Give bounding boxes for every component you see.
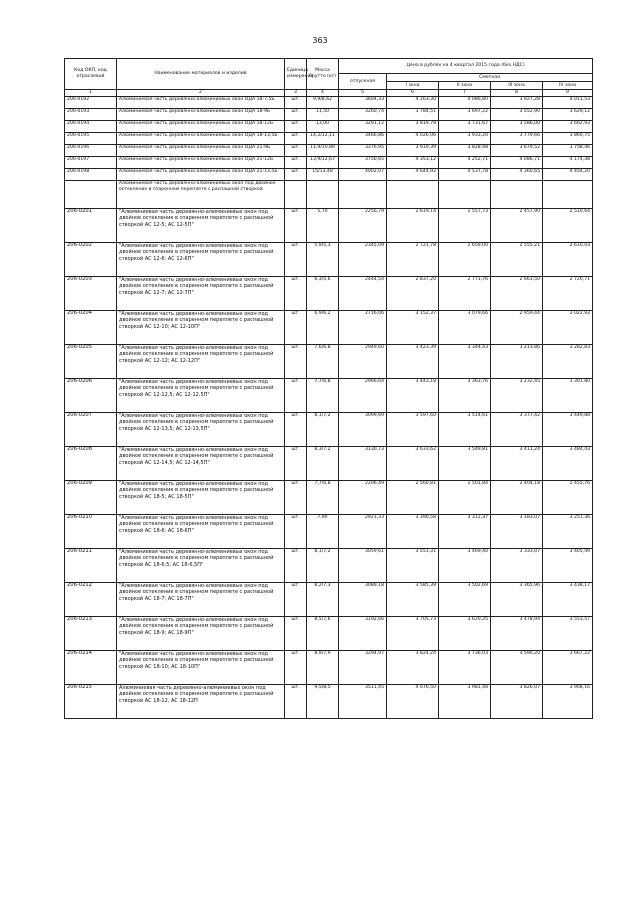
row-mass: 11,50: [307, 109, 339, 121]
row-price-zone-3: 3 779,66: [491, 133, 543, 145]
row-price-zone-3: 3 586,00: [491, 121, 543, 133]
row-code: 206-0202: [65, 243, 117, 277]
column-number: 3: [285, 90, 307, 97]
column-number: 6: [387, 90, 439, 97]
column-numbers-row: [65, 90, 593, 97]
row-price-zone-4: 3 629,12: [543, 109, 593, 121]
table-row: [65, 515, 593, 549]
row-price-zone-3: 3 478,94: [491, 617, 543, 651]
row-name: Алюминиевая часть деревянно-алюминиевых окон под двойное остекление в спаренном переплете с распашной створкой АС 18-12, АС 18-12П: [117, 685, 285, 719]
row-price-zone-4: 3 553,57: [543, 617, 593, 651]
table-row: [65, 617, 593, 651]
table-row: [65, 481, 593, 515]
page-number: 363: [312, 36, 328, 45]
row-release-price: 3294,97: [339, 651, 387, 685]
row-mass: 6,9/6,2: [307, 311, 339, 345]
row-price-zone-1: 3 597,60: [387, 413, 439, 447]
row-price-zone-2: 3 079,66: [439, 311, 491, 345]
row-price-zone-4: 4 454,20: [543, 169, 593, 181]
row-price-zone-2: 3 312,37: [439, 515, 491, 549]
row-price-zone-3: 3 679,52: [491, 145, 543, 157]
row-release-price: 3466,86: [339, 133, 387, 145]
row-price-zone-2: 3 363,76: [439, 379, 491, 413]
group-empty-cell: [439, 181, 491, 209]
row-release-price: 2966,64: [339, 379, 387, 413]
row-mass: 13,9/12,67: [307, 157, 339, 169]
row-mass: 11,9/10,89: [307, 145, 339, 157]
row-price-zone-1: 3 443,18: [387, 379, 439, 413]
row-price-zone-3: 3 365,96: [491, 583, 543, 617]
table-row: [65, 685, 593, 719]
row-release-price: 3192,66: [339, 617, 387, 651]
row-price-zone-1: 3 824,24: [387, 651, 439, 685]
row-price-zone-3: 2 404,18: [491, 481, 543, 515]
row-name: "Алюминиевая часть деревянно-алюминиевых окон под двойное остекление в спаренном переплете с распашной створкой АС 12-12; АС 12-12П": [117, 345, 285, 379]
row-name: "Алюминиевая часть деревянно-алюминиевых окон под двойное остекление в спаренном переплете с распашной створкой АС 18-10; АС 18-10П": [117, 651, 285, 685]
row-unit: шт.: [285, 277, 307, 311]
row-release-price: 2444,54: [339, 277, 387, 311]
column-number: 2: [117, 90, 285, 97]
row-price-zone-3: 3 183,07: [491, 515, 543, 549]
row-release-price: 3059,61: [339, 549, 387, 583]
column-number: 4: [307, 90, 339, 97]
row-price-zone-3: 3 411,24: [491, 447, 543, 481]
row-price-zone-2: 3 502,69: [439, 583, 491, 617]
row-mass: 8,3/7,2: [307, 447, 339, 481]
row-price-zone-4: 2 510,64: [543, 209, 593, 243]
row-code: 206-0214: [65, 651, 117, 685]
row-price-zone-4: 3 662,93: [543, 121, 593, 133]
row-price-zone-2: 3 469,40: [439, 549, 491, 583]
group-empty-cell: [543, 181, 593, 209]
row-price-zone-4: 3 301,80: [543, 379, 593, 413]
row-unit: шт.: [285, 583, 307, 617]
row-code: 206-0209: [65, 481, 117, 515]
row-code: 206-0206: [65, 379, 117, 413]
row-price-zone-4: 3 908,16: [543, 685, 593, 719]
row-unit: шт.: [285, 685, 307, 719]
row-name: "Алюминиевая часть деревянно-алюминиевых окон под двойное остекление в спаренном переплете с распашной створкой АС 12-5; АС 12-5П": [117, 209, 285, 243]
row-unit: шт.: [285, 617, 307, 651]
row-price-zone-4: 3 405,49: [543, 549, 593, 583]
row-unit: шт.: [285, 515, 307, 549]
row-unit: шт.: [285, 379, 307, 413]
header-unit: Единица измерения: [285, 59, 307, 90]
group-row: [65, 181, 593, 209]
header-name: Наименование материалов и изделий: [117, 59, 285, 90]
row-price-zone-1: 2 619,14: [387, 209, 439, 243]
price-table: [64, 58, 593, 719]
row-mass: 9,9/8,62: [307, 97, 339, 109]
row-price-zone-2: 4 086,80: [439, 97, 491, 109]
row-name: "Алюминиевая часть деревянно-алюминиевых окон под двойное остекление в спаренном переплете с распашной створкой АС 18-5; АС 18-5П": [117, 481, 285, 515]
row-name: "Алюминиевая часть деревянно-алюминиевых окон под двойное остекление в спаренном переплете с распашной створкой АС 12-6; АС 12-6П": [117, 243, 285, 277]
row-release-price: 3376,95: [339, 145, 387, 157]
row-price-zone-4: 4 011,53: [543, 97, 593, 109]
row-price-zone-2: 3 731,67: [439, 121, 491, 133]
row-release-price: 2206,49: [339, 481, 387, 515]
row-price-zone-4: 3 484,43: [543, 447, 593, 481]
row-mass: 7,90: [307, 515, 339, 549]
row-price-zone-1: 3 784,51: [387, 109, 439, 121]
row-price-zone-4: 3 251,36: [543, 515, 593, 549]
row-release-price: 3604,33: [339, 97, 387, 109]
header-estimate-price: Сметная: [387, 74, 593, 82]
group-empty-cell: [285, 181, 307, 209]
row-code: 206-0212: [65, 583, 117, 617]
row-code: 206-0208: [65, 447, 117, 481]
header-release-price: отпускная: [339, 74, 387, 90]
row-price-zone-3: 2 663,50: [491, 277, 543, 311]
row-price-zone-4: 3 758,46: [543, 145, 593, 157]
row-price-zone-1: 3 919,39: [387, 145, 439, 157]
row-unit: шт.: [285, 413, 307, 447]
row-price-zone-2: 3 620,25: [439, 617, 491, 651]
row-mass: 15/13,48: [307, 169, 339, 181]
row-price-zone-2: 3 736,03: [439, 651, 491, 685]
row-name: Алюминиевая часть деревянно-алюминиевых окон ОДА 21-12Б: [117, 157, 285, 169]
table-row: [65, 97, 593, 109]
column-number: 8: [491, 90, 543, 97]
row-unit: шт.: [285, 209, 307, 243]
row-code: 206-0205: [65, 345, 117, 379]
table-row: [65, 157, 593, 169]
table-body: [65, 97, 593, 719]
row-price-zone-3: 3 213,86: [491, 345, 543, 379]
row-name: Алюминиевая часть деревянно-алюминиевых окон ОДА 21-9Б: [117, 145, 285, 157]
row-release-price: 2949,60: [339, 345, 387, 379]
row-unit: шт.: [285, 121, 307, 133]
row-price-zone-1: 3 551,31: [387, 549, 439, 583]
group-empty-cell: [307, 181, 339, 209]
table-row: [65, 345, 593, 379]
header-zone-4: IV зона: [543, 82, 593, 90]
row-unit: шт.: [285, 145, 307, 157]
row-price-zone-3: 3 333,07: [491, 549, 543, 583]
row-mass: 7,7/6,8: [307, 379, 339, 413]
group-empty-cell: [387, 181, 439, 209]
column-number: 5: [339, 90, 387, 97]
row-price-zone-3: 3 377,42: [491, 413, 543, 447]
row-unit: шт.: [285, 481, 307, 515]
group-empty-cell: [491, 181, 543, 209]
column-number: 1: [65, 90, 117, 97]
row-mass: 8,9/7,9: [307, 651, 339, 685]
row-price-zone-4: 3 449,88: [543, 413, 593, 447]
row-release-price: 3089,18: [339, 583, 387, 617]
row-name: "Алюминиевая часть деревянно-алюминиевых окон под двойное остекление в спаренном переплете с распашной створкой АС 18-9; АС 18-9П": [117, 617, 285, 651]
row-mass: 8,5/7,6: [307, 617, 339, 651]
row-code: 206-0193: [65, 109, 117, 121]
row-mass: 8,1/7,2: [307, 549, 339, 583]
table-row: [65, 145, 593, 157]
row-name: Алюминиевая часть деревянно-алюминиевых окон ОДА 18-9Б: [117, 109, 285, 121]
row-release-price: 3511,45: [339, 685, 387, 719]
row-unit: шт.: [285, 651, 307, 685]
row-price-zone-2: 3 344,43: [439, 345, 491, 379]
row-mass: 7,7/6,8: [307, 481, 339, 515]
row-code: 206-0203: [65, 277, 117, 311]
row-unit: шт.: [285, 169, 307, 181]
table-row: [65, 379, 593, 413]
row-code: 206-0201: [65, 209, 117, 243]
row-price-zone-3: 3 826,07: [491, 685, 543, 719]
group-code-empty: [65, 181, 117, 209]
row-release-price: 3099,69: [339, 413, 387, 447]
header-code: Код ОКП, код отраслевой: [65, 59, 117, 90]
column-number: 9: [543, 90, 593, 97]
column-number: 7: [439, 90, 491, 97]
row-mass: 6,3/5,6: [307, 277, 339, 311]
row-name: "Алюминиевая часть деревянно-алюминиевых окон под двойное остекление в спаренном переплете с распашной створкой АС 18-6; АС 18-6П": [117, 515, 285, 549]
row-price-zone-1: 3 819,78: [387, 121, 439, 133]
row-price-zone-1: 4 163,30: [387, 97, 439, 109]
row-price-zone-4: 3 282,83: [543, 345, 593, 379]
table-row: [65, 133, 593, 145]
row-price-zone-2: 2 659,00: [439, 243, 491, 277]
row-code: 206-0196: [65, 145, 117, 157]
row-price-zone-1: 2 560,81: [387, 481, 439, 515]
row-release-price: 4002,07: [339, 169, 387, 181]
table-row: [65, 121, 593, 133]
row-price-zone-1: 4 353,12: [387, 157, 439, 169]
table-row: [65, 209, 593, 243]
row-price-zone-2: 2 557,73: [439, 209, 491, 243]
row-code: 206-0204: [65, 311, 117, 345]
row-price-zone-1: 4 644,92: [387, 169, 439, 181]
table-row: [65, 277, 593, 311]
row-price-zone-4: 3 022,93: [543, 311, 593, 345]
row-unit: шт.: [285, 243, 307, 277]
row-unit: шт.: [285, 345, 307, 379]
row-code: 206-0210: [65, 515, 117, 549]
row-unit: шт.: [285, 447, 307, 481]
table-row: [65, 549, 593, 583]
table-row: [65, 169, 593, 181]
row-unit: шт.: [285, 157, 307, 169]
row-code: 206-0207: [65, 413, 117, 447]
row-release-price: 2345,09: [339, 243, 387, 277]
row-unit: шт.: [285, 109, 307, 121]
row-mass: 5,9/5,3: [307, 243, 339, 277]
row-code: 206-0197: [65, 157, 117, 169]
row-price-zone-4: 2 455,76: [543, 481, 593, 515]
row-price-zone-3: 3 232,45: [491, 379, 543, 413]
table-row: [65, 413, 593, 447]
row-unit: шт.: [285, 311, 307, 345]
row-price-zone-1: 2 837,20: [387, 277, 439, 311]
table-row: [65, 243, 593, 277]
row-price-zone-2: 3 981,48: [439, 685, 491, 719]
row-unit: шт.: [285, 133, 307, 145]
row-price-zone-1: 4 026,06: [387, 133, 439, 145]
header-mass: Масса брутто (кг): [307, 59, 339, 90]
row-price-zone-4: 3 860,75: [543, 133, 593, 145]
group-label: Алюминиевая часть деревянно-алюминиевых окон под двойное остекление в спаренном переплете с распашной створкой: [117, 181, 285, 209]
row-release-price: 3130,73: [339, 447, 387, 481]
row-name: Алюминиевая часть деревянно-алюминиевых окон ОДА 21-13,5Б: [117, 169, 285, 181]
row-price-zone-4: 4 174,38: [543, 157, 593, 169]
row-price-zone-2: 3 828,98: [439, 145, 491, 157]
row-release-price: 2716,06: [339, 311, 387, 345]
row-code: 206-0213: [65, 617, 117, 651]
row-release-price: 3260,74: [339, 109, 387, 121]
row-price-zone-4: 2 720,71: [543, 277, 593, 311]
table-row: [65, 109, 593, 121]
row-name: "Алюминиевая часть деревянно-алюминиевых окон под двойное остекление в спаренном переплете с распашной створкой АС 18-7; АС 18-7П": [117, 583, 285, 617]
row-price-zone-1: 3 705,73: [387, 617, 439, 651]
row-price-zone-4: 3 438,17: [543, 583, 593, 617]
row-name: "Алюминиевая часть деревянно-алюминиевых окон под двойное остекление в спаренном переплете с распашной створкой АС 12-7; АС 12-7П": [117, 277, 285, 311]
row-code: 206-0211: [65, 549, 117, 583]
row-price-zone-3: 4 360,65: [491, 169, 543, 181]
row-price-zone-1: 3 152,37: [387, 311, 439, 345]
row-price-zone-1: 4 076,50: [387, 685, 439, 719]
table-row: [65, 311, 593, 345]
row-mass: 8,1/7,2: [307, 413, 339, 447]
row-code: 206-0192: [65, 97, 117, 109]
row-name: "Алюминиевая часть деревянно-алюминиевых окон под двойное остекление в спаренном переплете с распашной створкой АС 12-10; АС 12-10П": [117, 311, 285, 345]
row-price-zone-1: 3 423,39: [387, 345, 439, 379]
row-price-zone-2: 3 549,81: [439, 447, 491, 481]
row-unit: шт.: [285, 97, 307, 109]
row-mass: 7,6/6,8: [307, 345, 339, 379]
row-price-zone-1: 3 585,39: [387, 583, 439, 617]
row-code: 206-0198: [65, 169, 117, 181]
row-price-zone-4: 3 667,22: [543, 651, 593, 685]
row-code: 206-0194: [65, 121, 117, 133]
table-row: [65, 651, 593, 685]
row-release-price: 3291,12: [339, 121, 387, 133]
row-price-zone-3: 3 927,28: [491, 97, 543, 109]
row-price-zone-2: 3 514,61: [439, 413, 491, 447]
row-price-zone-4: 2 610,03: [543, 243, 593, 277]
row-price-zone-1: 3 390,58: [387, 515, 439, 549]
row-price-zone-3: 2 555,21: [491, 243, 543, 277]
row-release-price: 2921,33: [339, 515, 387, 549]
row-mass: 5,70: [307, 209, 339, 243]
row-name: "Алюминиевая часть деревянно-алюминиевых окон под двойное остекление в спаренном переплете с распашной створкой АС 12-14,5; АС 12-14,5П": [117, 447, 285, 481]
row-unit: шт.: [285, 549, 307, 583]
row-price-zone-2: 4 537,78: [439, 169, 491, 181]
row-code: 206-0215: [65, 685, 117, 719]
row-price-zone-1: 2 721,78: [387, 243, 439, 277]
row-price-zone-3: 3 552,90: [491, 109, 543, 121]
table-row: [65, 583, 593, 617]
row-code: 206-0195: [65, 133, 117, 145]
row-price-zone-2: 2 501,84: [439, 481, 491, 515]
row-price-zone-1: 3 633,62: [387, 447, 439, 481]
row-price-zone-2: 2 771,76: [439, 277, 491, 311]
row-price-zone-2: 4 252,71: [439, 157, 491, 169]
header-zone-2: II зона: [439, 82, 491, 90]
row-price-zone-2: 3 933,20: [439, 133, 491, 145]
table-row: [65, 447, 593, 481]
row-mass: 13,00: [307, 121, 339, 133]
header-zone-3: III зона: [491, 82, 543, 90]
row-name: "Алюминиевая часть деревянно-алюминиевых окон под двойное остекление в спаренном переплете с распашной створкой АС 18-6,5; АС 18-6,5П": [117, 549, 285, 583]
row-name: Алюминиевая часть деревянно-алюминиевых окон ОДА 18-12Б: [117, 121, 285, 133]
row-price-zone-3: 2 959,44: [491, 311, 543, 345]
group-empty-cell: [339, 181, 387, 209]
row-name: "Алюминиевая часть деревянно-алюминиевых окон под двойное остекление в спаренном переплете с распашной створкой АС 12-12,5; АС 12-12,5П": [117, 379, 285, 413]
row-mass: 9,5/8,5: [307, 685, 339, 719]
row-release-price: 3750,65: [339, 157, 387, 169]
row-mass: 8,2/7,3: [307, 583, 339, 617]
row-price-zone-2: 3 697,22: [439, 109, 491, 121]
row-price-zone-3: 3 590,20: [491, 651, 543, 685]
row-name: "Алюминиевая часть деревянно-алюминиевых окон под двойное остекление в спаренном переплете с распашной створкой АС 12-13,5; АС 12-13,5П": [117, 413, 285, 447]
row-price-zone-3: 4 086,71: [491, 157, 543, 169]
row-name: Алюминиевая часть деревянно-алюминиевых окон ОДА 18-7,5Б: [117, 97, 285, 109]
row-price-zone-3: 2 457,90: [491, 209, 543, 243]
header-zone-1: I зона: [387, 82, 439, 90]
row-name: Алюминиевая часть деревянно-алюминиевых окон ОДА 18-13,5Б: [117, 133, 285, 145]
header-price-title: Цена в рублях на 4 квартал 2015 года (без НДС): [339, 59, 593, 74]
row-release-price: 2256,79: [339, 209, 387, 243]
row-mass: 14,2/12,11: [307, 133, 339, 145]
